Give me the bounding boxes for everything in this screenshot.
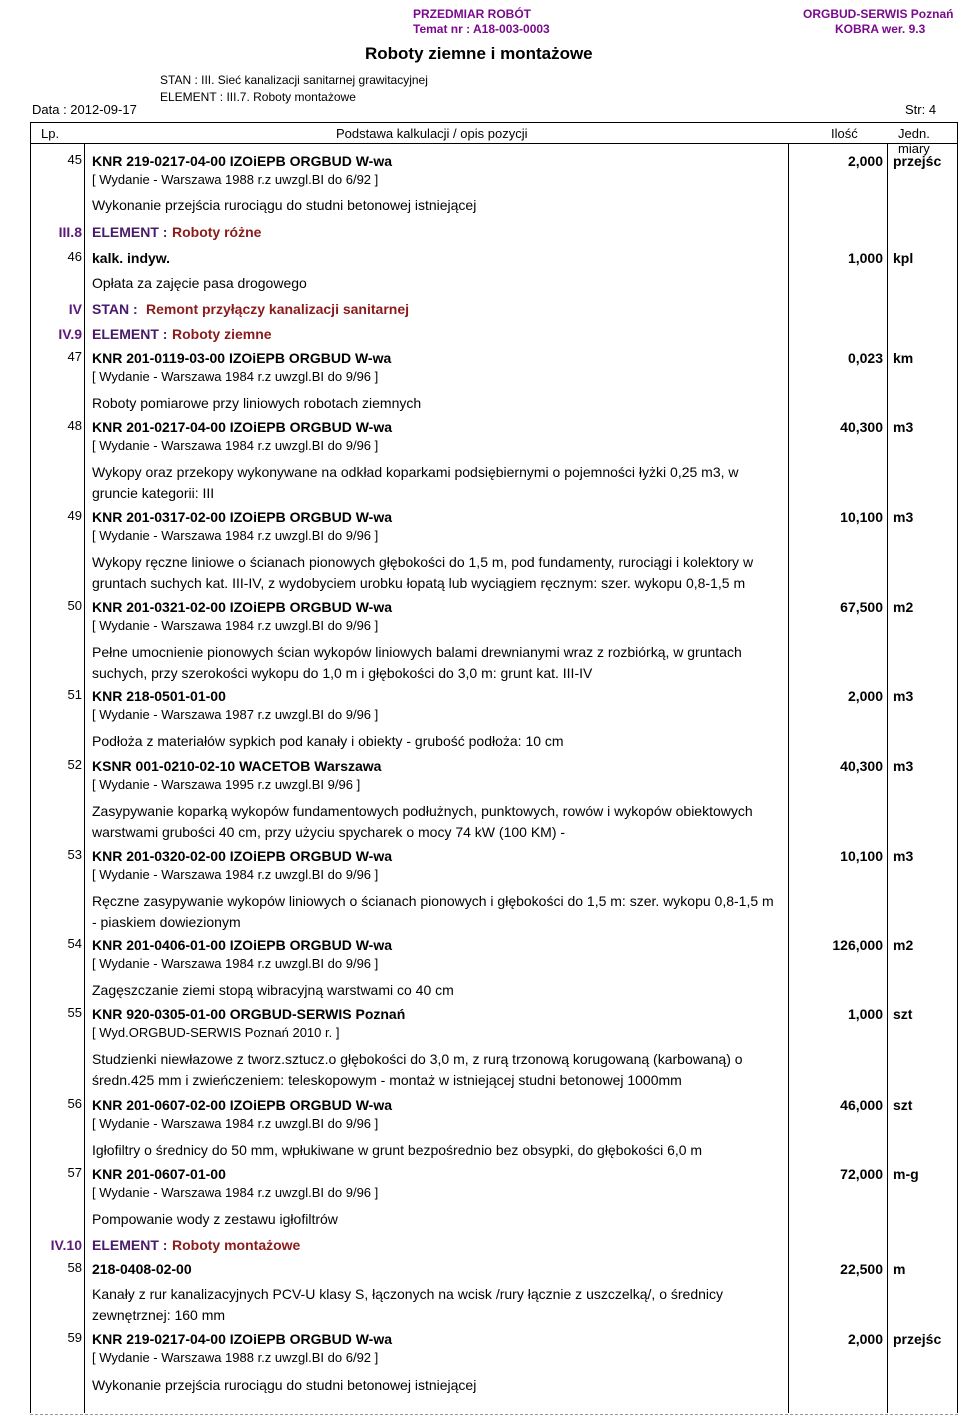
item-quantity: 46,000 — [840, 1097, 883, 1113]
item-code: kalk. indyw. — [92, 250, 171, 266]
item-quantity: 126,000 — [832, 937, 883, 953]
item-code: KNR 920-0305-01-00 ORGBUD-SERWIS Poznań — [92, 1006, 406, 1022]
item-description: Roboty pomiarowe przy liniowych robotach ziemnych — [92, 395, 422, 411]
item-code: KNR 201-0217-04-00 IZOiEPB ORGBUD W-wa — [92, 419, 393, 435]
item-unit: przejśc — [893, 153, 942, 169]
item-edition: [ Wydanie - Warszawa 1984 r.z uwzgl.BI do 9/96 ] — [92, 867, 379, 882]
item-lp: 50 — [67, 598, 82, 613]
item-description: Opłata za zajęcie pasa drogowego — [92, 275, 307, 291]
item-quantity: 40,300 — [840, 419, 883, 435]
item-description: Zagęszczanie ziemi stopą wibracyjną warstwami co 40 cm — [92, 982, 454, 998]
item-quantity: 10,100 — [840, 509, 883, 525]
item-lp: 48 — [67, 418, 82, 433]
element-label: ELEMENT : III.7. Roboty montażowe — [160, 90, 356, 104]
item-edition: [ Wydanie - Warszawa 1995 r.z uwzgl.BI 9/96 ] — [92, 777, 361, 792]
item-description: Wykopy ręczne liniowe o ścianach pionowych głębokości do 1,5 m, pod fundamenty, rurociągi i kolektory w gruntach suchych kat. III-IV, z wydobyciem urobku łopatą lub wyciągiem ręcznym: szer. wykopu 0,8-1,5 m — [92, 554, 754, 591]
item-quantity: 2,000 — [847, 1331, 883, 1347]
item-lp: 59 — [67, 1330, 82, 1345]
item-lp: 49 — [67, 508, 82, 523]
item-unit: km — [893, 350, 914, 366]
item-edition: [ Wydanie - Warszawa 1984 r.z uwzgl.BI do 9/96 ] — [92, 369, 379, 384]
item-quantity: 67,500 — [840, 599, 883, 615]
item-code: KNR 201-0119-03-00 IZOiEPB ORGBUD W-wa — [92, 350, 392, 366]
item-quantity: 2,000 — [847, 153, 883, 169]
grid-line — [84, 143, 85, 1413]
item-description: Ręczne zasypywanie wykopów liniowych o ścianach pionowych i głębokości do 1,5 m: szer. wykopu 0,8-1,5 m - piaskiem dowiezionym — [92, 893, 774, 930]
col-ilosc: Ilość — [831, 126, 858, 141]
item-lp: 58 — [67, 1260, 82, 1275]
item-lp: 57 — [67, 1165, 82, 1180]
doc-type: PRZEDMIAR ROBÓT — [413, 7, 531, 21]
item-unit: m-g — [893, 1166, 919, 1182]
col-jedn: Jedn. miary — [898, 126, 930, 156]
item-code: KNR 219-0217-04-00 IZOiEPB ORGBUD W-wa — [92, 153, 393, 169]
section-lp: IV.10 — [50, 1237, 82, 1253]
item-code: KNR 201-0321-02-00 IZOiEPB ORGBUD W-wa — [92, 599, 393, 615]
item-lp: 51 — [67, 687, 82, 702]
item-unit: szt — [893, 1006, 913, 1022]
page-number: Str: 4 — [905, 102, 937, 117]
item-code: 218-0408-02-00 — [92, 1261, 192, 1277]
project-number: Temat nr : A18-003-0003 — [413, 22, 550, 36]
item-edition: [ Wydanie - Warszawa 1988 r.z uwzgl.BI do 6/92 ] — [92, 1350, 379, 1365]
column-header — [30, 122, 958, 156]
item-quantity: 1,000 — [847, 1006, 883, 1022]
item-description: Pełne umocnienie pionowych ścian wykopów liniowych balami drewnianymi wraz z rozbiórką, w gruntach suchych, przy szerokości wykopu do 1,0 m i głębokości do 3,0 m: grunt kat. III-IV — [92, 644, 742, 681]
item-quantity: 2,000 — [847, 688, 883, 704]
item-lp: 54 — [67, 936, 82, 951]
item-edition: [ Wydanie - Warszawa 1984 r.z uwzgl.BI do 9/96 ] — [92, 956, 379, 971]
item-lp: 46 — [67, 249, 82, 264]
item-edition: [ Wydanie - Warszawa 1984 r.z uwzgl.BI do 9/96 ] — [92, 1116, 379, 1131]
section-name: Remont przyłączy kanalizacji sanitarnej — [146, 301, 409, 317]
item-quantity: 40,300 — [840, 758, 883, 774]
col-lp: Lp. — [41, 126, 60, 141]
grid-line — [957, 143, 958, 1413]
section-lp: IV — [68, 301, 82, 317]
item-edition: [ Wydanie - Warszawa 1984 r.z uwzgl.BI do 9/96 ] — [92, 438, 379, 453]
item-edition: [ Wydanie - Warszawa 1984 r.z uwzgl.BI do 9/96 ] — [92, 1185, 379, 1200]
item-code: KNR 201-0607-02-00 IZOiEPB ORGBUD W-wa — [92, 1097, 393, 1113]
page-footer-line — [30, 1414, 958, 1415]
section-lp: III.8 — [58, 224, 82, 240]
item-code: KNR 201-0320-02-00 IZOiEPB ORGBUD W-wa — [92, 848, 393, 864]
item-quantity: 10,100 — [840, 848, 883, 864]
item-description: Studzienki niewłazowe z tworz.sztucz.o głębokości do 3,0 m, z rurą trzonową korugowaną (karbowaną) o średn.425 mm i zwieńczeniem: teleskopowym - montaż w istniejącej studni betonowej 1000mm — [92, 1051, 743, 1088]
item-description: Podłoża z materiałów sypkich pod kanały i obiekty - grubość podłoża: 10 cm — [92, 733, 564, 749]
item-code: KNR 201-0406-01-00 IZOiEPB ORGBUD W-wa — [92, 937, 393, 953]
item-quantity: 1,000 — [847, 250, 883, 266]
section-label: ELEMENT : — [92, 224, 168, 240]
page-title: Roboty ziemne i montażowe — [365, 44, 593, 63]
section-label: ELEMENT : — [92, 326, 168, 342]
item-unit: m3 — [893, 848, 914, 864]
item-unit: przejśc — [893, 1331, 942, 1347]
item-lp: 47 — [67, 349, 82, 364]
item-code: KSNR 001-0210-02-10 WACETOB Warszawa — [92, 758, 382, 774]
item-code: KNR 218-0501-01-00 — [92, 688, 226, 704]
item-edition: [ Wydanie - Warszawa 1984 r.z uwzgl.BI do 9/96 ] — [92, 618, 379, 633]
item-description: Kanały z rur kanalizacyjnych PCV-U klasy S, łączonych na wcisk /rury łącznie z uszczelką/, o średnicy zewnętrznej: 160 mm — [92, 1286, 724, 1323]
section-name: Roboty montażowe — [172, 1237, 301, 1253]
item-quantity: 22,500 — [840, 1261, 883, 1277]
item-edition: [ Wyd.ORGBUD-SERWIS Poznań 2010 r. ] — [92, 1025, 340, 1040]
item-edition: [ Wydanie - Warszawa 1987 r.z uwzgl.BI do 9/96 ] — [92, 707, 379, 722]
section-label: STAN : — [92, 301, 138, 317]
item-description: Wykopy oraz przekopy wykonywane na odkład koparkami podsiębiernymi o pojemności łyżki 0,25 m3, w gruncie kategorii: III — [92, 464, 739, 501]
col-podstawa: Podstawa kalkulacji / opis pozycji — [336, 126, 528, 141]
section-lp: IV.9 — [58, 326, 82, 342]
item-lp: 56 — [67, 1096, 82, 1111]
item-quantity: 0,023 — [847, 350, 883, 366]
item-unit: szt — [893, 1097, 913, 1113]
software-version: KOBRA wer. 9.3 — [835, 22, 926, 36]
item-lp: 45 — [67, 152, 82, 167]
item-code: KNR 201-0317-02-00 IZOiEPB ORGBUD W-wa — [92, 509, 393, 525]
item-code: KNR 201-0607-01-00 — [92, 1166, 226, 1182]
item-edition: [ Wydanie - Warszawa 1988 r.z uwzgl.BI do 6/92 ] — [92, 172, 379, 187]
item-unit: m3 — [893, 688, 914, 704]
grid-line — [887, 143, 888, 1413]
item-description: Zasypywanie koparką wykopów fundamentowych podłużnych, punktowych, rowów i wykopów obiektowych warstwami grubości 40 cm, przy użyciu spycharek o mocy 74 kW (100 KM) - — [92, 803, 753, 840]
doc-date: Data : 2012-09-17 — [32, 102, 137, 117]
item-unit: m3 — [893, 419, 914, 435]
item-unit: m3 — [893, 758, 914, 774]
company-name: ORGBUD-SERWIS Poznań — [803, 7, 954, 21]
item-lp: 55 — [67, 1005, 82, 1020]
item-code: KNR 219-0217-04-00 IZOiEPB ORGBUD W-wa — [92, 1331, 393, 1347]
section-label: ELEMENT : — [92, 1237, 168, 1253]
item-unit: m3 — [893, 509, 914, 525]
item-description: Wykonanie przejścia rurociągu do studni betonowej istniejącej — [92, 1377, 477, 1393]
item-description: Pompowanie wody z zestawu igłofiltrów — [92, 1211, 338, 1227]
item-unit: m — [893, 1261, 906, 1277]
item-unit: kpl — [893, 250, 914, 266]
section-name: Roboty różne — [172, 224, 262, 240]
item-lp: 53 — [67, 847, 82, 862]
item-description: Wykonanie przejścia rurociągu do studni betonowej istniejącej — [92, 197, 477, 213]
item-unit: m2 — [893, 937, 914, 953]
section-name: Roboty ziemne — [172, 326, 272, 342]
item-quantity: 72,000 — [840, 1166, 883, 1182]
stan-label: STAN : III. Sieć kanalizacji sanitarnej grawitacyjnej — [160, 73, 428, 87]
item-unit: m2 — [893, 599, 914, 615]
item-lp: 52 — [67, 757, 82, 772]
grid-line — [788, 143, 789, 1413]
item-edition: [ Wydanie - Warszawa 1984 r.z uwzgl.BI do 9/96 ] — [92, 528, 379, 543]
item-description: Igłofiltry o średnicy do 50 mm, wpłukiwane w grunt bezpośrednio bez obsypki, do głębokości 6,0 m — [92, 1142, 703, 1158]
